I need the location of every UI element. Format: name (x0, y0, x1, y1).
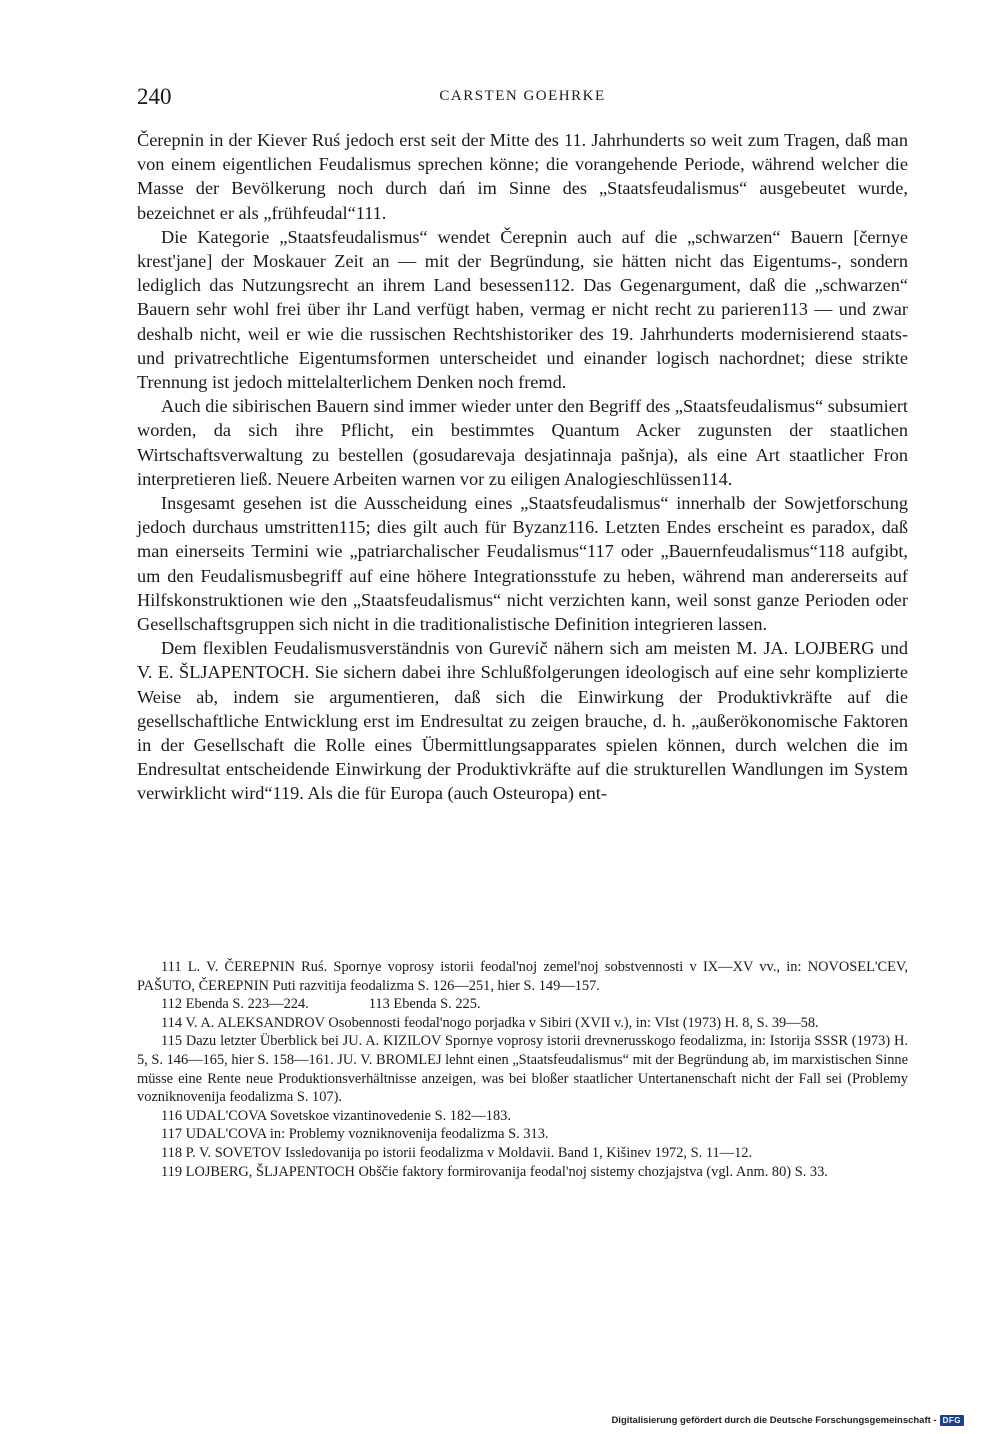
paragraph: Auch die sibirischen Bauern sind immer wieder unter den Begriff des „Staatsfeudalismus“ subsumiert worden, da sich ihre Pflicht, ein bestimmtes Quantum Acker zugunsten der staatlichen Wirtschaftsverwaltung zu bestellen (gosudarevaja desjatinnaja pašnja), als eine Art staatlicher Fron interpretieren ließ. Neuere Arbeiten warnen vor zu eiligen Analogieschlüssen114. (137, 396, 908, 489)
footnote: 117 UDAL'COVA in: Problemy vozniknovenija feodalizma S. 313. (161, 1126, 549, 1143)
paragraph: Die Kategorie „Staatsfeudalismus“ wendet Čerepnin auch auf die „schwarzen“ Bauern [černye krest'jane] der Moskauer Zeit an — mit der Begründung, sie hätten nicht das Eigentums-, sondern lediglich das Nutzungsrecht an ihrem Land besessen112. Das Gegenargument, daß die „schwarzen“ Bauern sehr wohl frei über ihr Land verfügt haben, vermag er nicht recht zu parieren113 — und zwar deshalb nicht, weil er wie die russischen Rechtshistoriker des 19. Jahrhunderts modernisierend staats- und privatrechtliche Eigentumsformen unterscheidet und einander logisch nachordnet; diese strikte Trennung ist jedoch mittelalterlichem Denken noch fremd. (137, 226, 908, 393)
running-head: CARSTEN GOEHRKE (439, 88, 606, 104)
dfg-logo-icon: DFG (940, 1415, 964, 1426)
paragraph: Insgesamt gesehen ist die Ausscheidung eines „Staatsfeudalismus“ innerhalb der Sowjetforschung jedoch durchaus umstritten115; dies gilt auch für Byzanz116. Letzten Endes erscheint es paradox, daß man einerseits Termini wie „patriarchalischer Feudalismus“117 oder „Bauernfeudalismus“118 aufgibt, um den Feudalismusbegriff auf eine höhere Integrationsstufe zu heben, während man andererseits auf Hilfskonstruktionen wie den „Staatsfeudalismus“ nicht verzichten kann, weil sonst ganze Perioden oder Gesellschaftsgruppen sich nicht in die traditionalistische Definition integrieren lassen. (137, 493, 908, 635)
paragraph: Čerepnin in der Kiever Ruś jedoch erst seit der Mitte des 11. Jahrhunderts so weit zum Tragen, daß man von einem eigentlichen Feudalismus sprechen könne; die vorangehende Periode, während welcher die Masse der Bevölkerung noch durch dań im Sinne des „Staatsfeudalismus“ ausgebeutet wurde, bezeichnet er als „frühfeudal“111. (137, 130, 908, 223)
footnote: 116 UDAL'COVA Sovetskoe vizantinovedenie S. 182—183. (161, 1107, 511, 1124)
footnote: 118 P. V. SOVETOV Issledovanija po istorii feodalizma v Moldavii. Band 1, Kišinev 1972, S. 11—12. (161, 1144, 753, 1161)
footnote-pair (137, 995, 908, 1014)
footnote: 112 Ebenda S. 223—224. (161, 996, 309, 1013)
credit-text: Digitalisierung gefördert durch die Deutsche Forschungsgemeinschaft - (611, 1415, 937, 1426)
page-number: 240 (137, 84, 172, 109)
page-header (137, 84, 908, 114)
paragraph: Dem flexiblen Feudalismusverständnis von Gurevič nähern sich am meisten M. JA. LOJBERG und V. E. ŠLJAPENTOCH. Sie sichern dabei ihre Schlußfolgerungen ideologisch auf eine sehr komplizierte Weise ab, indem sie argumentieren, daß sich die Einwirkung der Produktivkräfte auf die gesellschaftliche Entwicklung erst im Endresultat zu zeigen brauche, d. h. „außerökonomische Faktoren in der Gesellschaft die Rolle eines Übermittlungsapparates spielen können, durch welchen die im Endresultat entscheidende Einwirkung der Produktivkräfte auf die strukturellen Wandlungen im System verwirklicht wird“119. Als die für Europa (auch Osteuropa) ent- (137, 638, 908, 804)
footnote: 111 L. V. ČEREPNIN Ruś. Spornye voprosy istorii feodal'noj zemel'noj sobstvennosti v IX—XV vv., in: NOVOSEL'CEV, PAŠUTO, ČEREPNIN Puti razvitija feodalizma S. 126—251, hier S. 149—157. (137, 959, 908, 994)
body-text (137, 128, 908, 806)
footnote: 114 V. A. ALEKSANDROV Osobennosti feodal'nogo porjadka v Sibiri (XVII v.), in: VIst (1973) H. 8, S. 39—58. (161, 1014, 819, 1031)
footnote: 113 Ebenda S. 225. (368, 996, 481, 1013)
footnotes (137, 958, 908, 1181)
footnote: 119 LOJBERG, ŠLJAPENTOCH Obščie faktory formirovanija feodal'noj sistemy chozjajstva (vgl. Anm. 80) S. 33. (161, 1163, 828, 1180)
digitization-credit (611, 1415, 964, 1426)
footnote: 115 Dazu letzter Überblick bei JU. A. KIZILOV Spornye voprosy istorii drevnerusskogo feodalizma, in: Istorija SSSR (1973) H. 5, S. 146—165, hier S. 158—161. JU. V. BROMLEJ lehnt einen „Staatsfeudalismus“ mit der Begründung ab, im marxistischen Sinne müsse eine Rente neue Produktionsverhältnisse anzeigen, was bei bloßer staatlicher Untertanenschaft nicht der Fall sei (Problemy vozniknovenija feodalizma S. 107). (137, 1033, 908, 1106)
